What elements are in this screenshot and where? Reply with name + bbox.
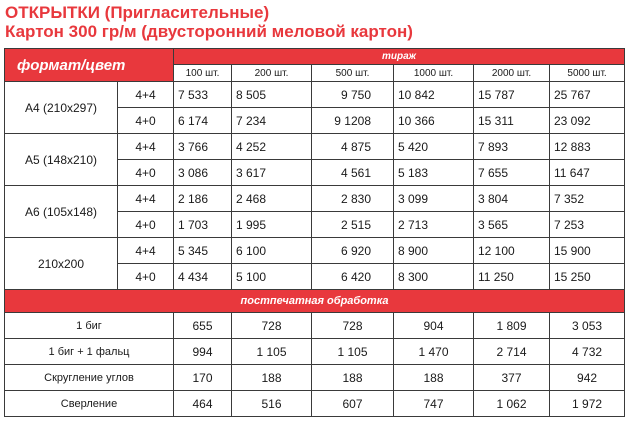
price-cell: 11 647 <box>550 160 625 186</box>
page-title: ОТКРЫТКИ (Пригласительные) <box>5 3 270 22</box>
price-cell: 2 468 <box>232 186 312 212</box>
price-cell: 8 300 <box>394 264 474 290</box>
postpress-header: постпечатная обработка <box>5 290 625 313</box>
header-qty: 200 шт. <box>232 65 312 82</box>
price-cell: 7 893 <box>474 134 550 160</box>
page-subtitle: Картон 300 гр/м (двусторонний меловой картон) <box>5 22 413 41</box>
header-qty: 500 шт. <box>312 65 394 82</box>
price-cell: 4 875 <box>312 134 394 160</box>
color-scheme: 4+4 <box>118 186 174 212</box>
header-tirazh: тираж <box>174 49 625 65</box>
postpress-price: 188 <box>394 365 474 391</box>
price-cell: 7 234 <box>232 108 312 134</box>
postpress-price: 516 <box>232 391 312 417</box>
price-cell: 15 311 <box>474 108 550 134</box>
price-cell: 9 750 <box>312 82 394 108</box>
price-cell: 11 250 <box>474 264 550 290</box>
color-scheme: 4+0 <box>118 264 174 290</box>
color-scheme: 4+0 <box>118 160 174 186</box>
postpress-price: 655 <box>174 313 232 339</box>
postpress-price: 377 <box>474 365 550 391</box>
postpress-price: 1 105 <box>312 339 394 365</box>
postpress-price: 747 <box>394 391 474 417</box>
postpress-item-name: 1 биг + 1 фальц <box>5 339 174 365</box>
price-cell: 1 995 <box>232 212 312 238</box>
postpress-price: 994 <box>174 339 232 365</box>
price-cell: 8 900 <box>394 238 474 264</box>
format-name: 210x200 <box>5 238 118 290</box>
price-cell: 2 515 <box>312 212 394 238</box>
price-cell: 5 183 <box>394 160 474 186</box>
price-cell: 15 787 <box>474 82 550 108</box>
price-cell: 5 345 <box>174 238 232 264</box>
postpress-item-name: Скругление углов <box>5 365 174 391</box>
price-cell: 12 100 <box>474 238 550 264</box>
price-cell: 3 099 <box>394 186 474 212</box>
price-cell: 6 174 <box>174 108 232 134</box>
postpress-price: 170 <box>174 365 232 391</box>
postpress-price: 464 <box>174 391 232 417</box>
postpress-price: 188 <box>312 365 394 391</box>
price-cell: 6 420 <box>312 264 394 290</box>
price-cell: 7 253 <box>550 212 625 238</box>
price-cell: 10 366 <box>394 108 474 134</box>
price-cell: 10 842 <box>394 82 474 108</box>
price-cell: 8 505 <box>232 82 312 108</box>
price-cell: 7 655 <box>474 160 550 186</box>
price-cell: 2 186 <box>174 186 232 212</box>
price-cell: 5 100 <box>232 264 312 290</box>
price-cell: 3 086 <box>174 160 232 186</box>
postpress-price: 1 972 <box>550 391 625 417</box>
header-qty: 5000 шт. <box>550 65 625 82</box>
postpress-price: 942 <box>550 365 625 391</box>
postpress-price: 188 <box>232 365 312 391</box>
price-cell: 23 092 <box>550 108 625 134</box>
price-cell: 9 1208 <box>312 108 394 134</box>
postpress-price: 3 053 <box>550 313 625 339</box>
postpress-price: 728 <box>232 313 312 339</box>
price-cell: 12 883 <box>550 134 625 160</box>
price-cell: 5 420 <box>394 134 474 160</box>
header-qty: 2000 шт. <box>474 65 550 82</box>
price-cell: 7 352 <box>550 186 625 212</box>
postpress-item-name: Сверление <box>5 391 174 417</box>
postpress-price: 607 <box>312 391 394 417</box>
price-cell: 3 804 <box>474 186 550 212</box>
price-cell: 4 561 <box>312 160 394 186</box>
price-cell: 6 100 <box>232 238 312 264</box>
price-cell: 1 703 <box>174 212 232 238</box>
color-scheme: 4+0 <box>118 212 174 238</box>
color-scheme: 4+4 <box>118 238 174 264</box>
color-scheme: 4+4 <box>118 82 174 108</box>
color-scheme: 4+0 <box>118 108 174 134</box>
price-cell: 2 830 <box>312 186 394 212</box>
price-cell: 4 252 <box>232 134 312 160</box>
header-format-color: формат/цвет <box>5 49 174 82</box>
format-name: А4 (210x297) <box>5 82 118 134</box>
postpress-price: 904 <box>394 313 474 339</box>
price-cell: 15 250 <box>550 264 625 290</box>
price-cell: 6 920 <box>312 238 394 264</box>
postpress-price: 4 732 <box>550 339 625 365</box>
price-cell: 3 617 <box>232 160 312 186</box>
price-cell: 7 533 <box>174 82 232 108</box>
price-cell: 2 713 <box>394 212 474 238</box>
price-cell: 25 767 <box>550 82 625 108</box>
postpress-price: 2 714 <box>474 339 550 365</box>
format-name: А5 (148x210) <box>5 134 118 186</box>
price-cell: 3 565 <box>474 212 550 238</box>
price-cell: 15 900 <box>550 238 625 264</box>
postpress-price: 1 062 <box>474 391 550 417</box>
format-name: А6 (105x148) <box>5 186 118 238</box>
header-qty: 100 шт. <box>174 65 232 82</box>
price-cell: 3 766 <box>174 134 232 160</box>
header-qty: 1000 шт. <box>394 65 474 82</box>
price-table <box>4 48 625 417</box>
postpress-price: 728 <box>312 313 394 339</box>
postpress-price: 1 809 <box>474 313 550 339</box>
postpress-price: 1 105 <box>232 339 312 365</box>
color-scheme: 4+4 <box>118 134 174 160</box>
price-cell: 4 434 <box>174 264 232 290</box>
postpress-price: 1 470 <box>394 339 474 365</box>
postpress-item-name: 1 биг <box>5 313 174 339</box>
